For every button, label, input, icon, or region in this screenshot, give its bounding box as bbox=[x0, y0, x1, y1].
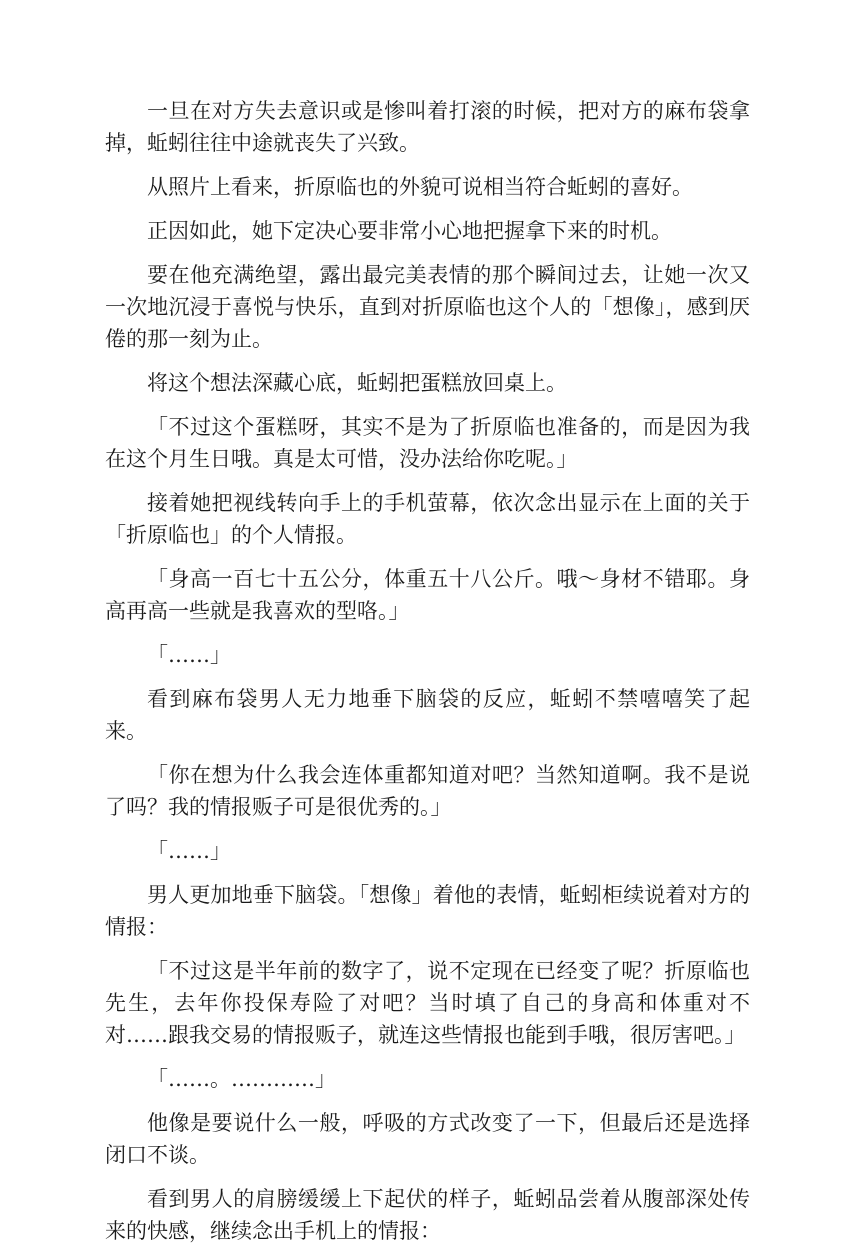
dialogue-paragraph: 「不过这是半年前的数字了，说不定现在已经变了呢？折原临也先生，去年你投保寿险了对吧？当时填了自己的身高和体重对不对……跟我交易的情报贩子，就连这些情报也能到手哦，很厉害吧。」 bbox=[105, 959, 750, 1047]
dialogue-paragraph: 「不过这个蛋糕呀，其实不是为了折原临也准备的，而是因为我在这个月生日哦。真是太可惜，没办法给你吃呢。」 bbox=[105, 415, 750, 471]
paragraph: 正因如此，她下定决心要非常小心地把握拿下来的时机。 bbox=[147, 219, 672, 243]
dialogue-paragraph: 「你在想为什么我会连体重都知道对吧？当然知道啊。我不是说了吗？我的情报贩子可是很优秀的。」 bbox=[105, 763, 750, 819]
paragraph: 一旦在对方失去意识或是惨叫着打滚的时候，把对方的麻布袋拿掉，蚯蚓往往中途就丧失了兴致。 bbox=[105, 99, 750, 155]
dialogue-paragraph: 「……」 bbox=[147, 839, 231, 863]
paragraph: 从照片上看来，折原临也的外貌可说相当符合蚯蚓的喜好。 bbox=[147, 175, 693, 199]
paragraph: 将这个想法深藏心底，蚯蚓把蛋糕放回桌上。 bbox=[147, 371, 567, 395]
paragraph: 他像是要说什么一般，呼吸的方式改变了一下，但最后还是选择闭口不谈。 bbox=[105, 1111, 750, 1167]
paragraph: 男人更加地垂下脑袋。「想像」着他的表情，蚯蚓柜续说着对方的情报： bbox=[105, 883, 750, 939]
dialogue-paragraph: 「……」 bbox=[147, 643, 231, 667]
paragraph: 看到麻布袋男人无力地垂下脑袋的反应，蚯蚓不禁嘻嘻笑了起来。 bbox=[105, 687, 750, 743]
document-page bbox=[105, 95, 750, 1259]
paragraph: 接着她把视线转向手上的手机萤幕，依次念出显示在上面的关于「折原临也」的个人情报。 bbox=[105, 491, 750, 547]
paragraph: 看到男人的肩膀缓缓上下起伏的样子，蚯蚓品尝着从腹部深处传来的快感，继续念出手机上的情报： bbox=[105, 1187, 750, 1243]
dialogue-paragraph: 「……。…………」 bbox=[147, 1067, 336, 1091]
paragraph: 要在他充满绝望，露出最完美表情的那个瞬间过去，让她一次又一次地沉浸于喜悦与快乐，直到对折原临也这个人的「想像」，感到厌倦的那一刻为止。 bbox=[105, 263, 750, 351]
dialogue-paragraph: 「身高一百七十五公分，体重五十八公斤。哦～身材不错耶。身高再高一些就是我喜欢的型咯。」 bbox=[105, 567, 750, 623]
